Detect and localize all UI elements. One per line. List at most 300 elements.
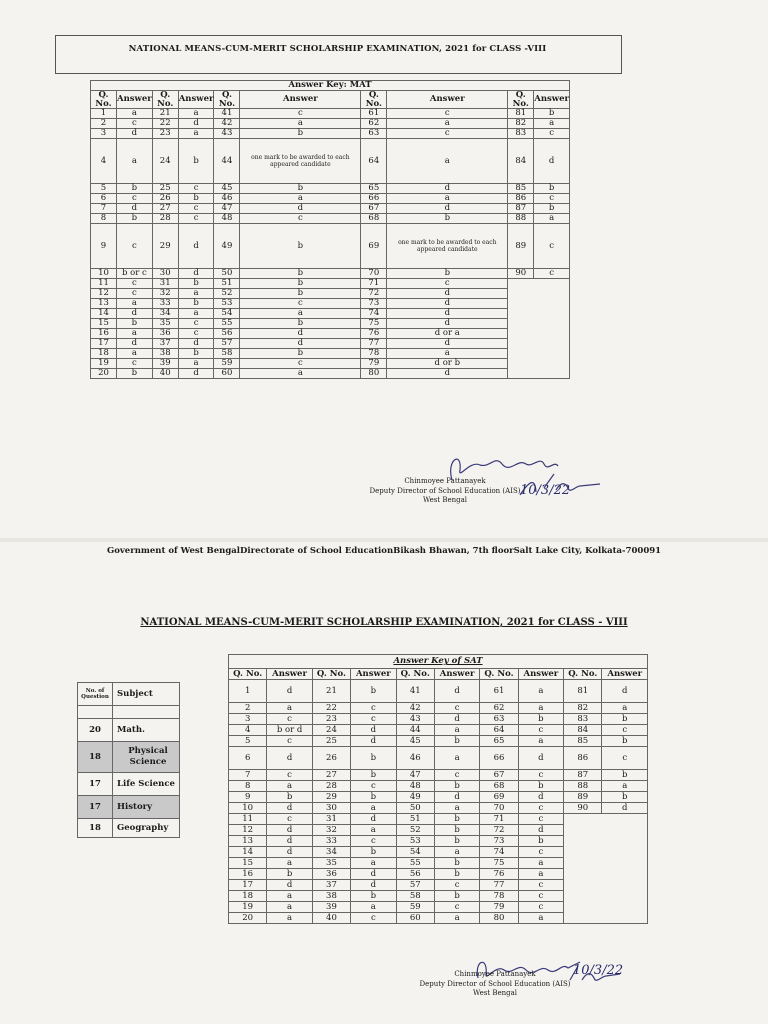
- question-number: 79: [361, 359, 387, 369]
- question-number: 9: [91, 224, 117, 269]
- question-number: 51: [214, 279, 240, 289]
- answer-cell: b: [240, 319, 361, 329]
- question-number: 42: [214, 119, 240, 129]
- column-header: Answer: [267, 669, 312, 680]
- answer-cell: c: [534, 129, 570, 139]
- question-number: 65: [480, 736, 518, 747]
- answer-cell: c: [116, 194, 152, 204]
- answer-cell: b: [351, 680, 396, 703]
- question-number: 47: [214, 204, 240, 214]
- question-number: 77: [480, 880, 518, 891]
- empty-cell: [508, 279, 570, 379]
- answer-cell: b: [178, 279, 214, 289]
- question-number: 13: [229, 836, 267, 847]
- question-number: 41: [214, 109, 240, 119]
- question-number: 15: [91, 319, 117, 329]
- question-number: 87: [508, 204, 534, 214]
- answer-cell: b: [240, 184, 361, 194]
- question-number: 35: [312, 858, 350, 869]
- answer-cell: a: [518, 869, 563, 880]
- question-number: 90: [564, 803, 602, 814]
- question-number: 39: [312, 902, 350, 913]
- question-number: 89: [564, 792, 602, 803]
- table-row: [229, 703, 648, 714]
- question-number: 14: [91, 309, 117, 319]
- answer-cell: a: [240, 194, 361, 204]
- question-number: 60: [214, 369, 240, 379]
- answer-cell: b: [351, 747, 396, 770]
- answer-cell: d: [434, 714, 479, 725]
- question-number: 18: [229, 891, 267, 902]
- answer-cell: a: [267, 858, 312, 869]
- question-number: 37: [312, 880, 350, 891]
- answer-cell: c: [267, 736, 312, 747]
- answer-cell: d: [351, 869, 396, 880]
- answer-cell: a: [240, 369, 361, 379]
- answer-cell: b: [116, 319, 152, 329]
- table-row: [91, 359, 570, 369]
- answer-cell: c: [116, 359, 152, 369]
- answer-cell: c: [518, 847, 563, 858]
- question-number: 74: [361, 309, 387, 319]
- answer-cell: d: [434, 680, 479, 703]
- signatory-designation: Deputy Director of School Education (AIS): [419, 979, 571, 988]
- column-header: Answer: [534, 91, 570, 109]
- question-number: 66: [480, 747, 518, 770]
- question-number: 1: [229, 680, 267, 703]
- table-row: [229, 803, 648, 814]
- answer-cell: b: [240, 224, 361, 269]
- question-number: 38: [152, 349, 178, 359]
- answer-cell: b: [534, 109, 570, 119]
- subject-row: [78, 773, 180, 796]
- answer-cell: a: [178, 359, 214, 369]
- answer-cell: b: [267, 869, 312, 880]
- answer-cell: c: [116, 224, 152, 269]
- column-header: Q. No.: [312, 669, 350, 680]
- question-number: 58: [396, 891, 434, 902]
- question-number: 84: [564, 725, 602, 736]
- answer-cell: a: [534, 119, 570, 129]
- question-count: 18: [78, 742, 113, 773]
- question-number: 60: [396, 913, 434, 924]
- answer-cell: c: [518, 770, 563, 781]
- signatory-designation: Deputy Director of School Education (AIS): [369, 486, 521, 495]
- answer-cell: c: [240, 214, 361, 224]
- signature-date-1: 10/3/22: [520, 483, 571, 498]
- answer-cell: c: [518, 814, 563, 825]
- table-row: [91, 339, 570, 349]
- question-number: 89: [508, 224, 534, 269]
- answer-cell: c: [351, 714, 396, 725]
- answer-cell: a: [387, 119, 508, 129]
- page-divider: [0, 538, 768, 542]
- question-number: 78: [480, 891, 518, 902]
- address-footer: Government of West BengalDirectorate of School EducationBikash Bhawan, 7th floorSalt Lake City, Kolkata-700091: [106, 546, 662, 556]
- question-number: 24: [152, 139, 178, 184]
- subject-name: Geography: [113, 819, 180, 838]
- answer-cell: b: [534, 184, 570, 194]
- question-number: 40: [152, 369, 178, 379]
- question-number: 77: [361, 339, 387, 349]
- question-number: 22: [312, 703, 350, 714]
- answer-cell: d: [240, 339, 361, 349]
- answer-cell: a: [434, 725, 479, 736]
- answer-cell: b or d: [267, 725, 312, 736]
- answer-cell: a: [602, 703, 648, 714]
- column-header: Answer: [518, 669, 563, 680]
- answer-cell: c: [178, 184, 214, 194]
- column-header: Answer: [602, 669, 648, 680]
- question-number: 63: [480, 714, 518, 725]
- question-number: 68: [480, 781, 518, 792]
- answer-cell: d: [351, 736, 396, 747]
- answer-cell: a: [116, 139, 152, 184]
- subject-row: [78, 742, 180, 773]
- question-number: 50: [396, 803, 434, 814]
- question-number: 39: [152, 359, 178, 369]
- column-header: Q. No.: [361, 91, 387, 109]
- answer-cell: c: [387, 279, 508, 289]
- answer-cell: c: [534, 269, 570, 279]
- question-count: 20: [78, 719, 113, 742]
- question-number: 63: [361, 129, 387, 139]
- question-number: 29: [152, 224, 178, 269]
- answer-cell: a: [387, 194, 508, 204]
- table-row: [91, 139, 570, 184]
- answer-cell: a: [518, 680, 563, 703]
- column-header: Q. No.: [480, 669, 518, 680]
- column-header: Answer: [116, 91, 152, 109]
- answer-cell: d: [178, 369, 214, 379]
- subject-row: [78, 796, 180, 819]
- answer-cell: d: [351, 725, 396, 736]
- table-row: [91, 269, 570, 279]
- column-header: Q. No.: [508, 91, 534, 109]
- answer-cell: d: [351, 814, 396, 825]
- question-number: 33: [152, 299, 178, 309]
- question-number: 2: [91, 119, 117, 129]
- answer-cell: d: [534, 139, 570, 184]
- answer-cell: d: [387, 289, 508, 299]
- answer-cell: c: [178, 204, 214, 214]
- question-number: 45: [214, 184, 240, 194]
- question-number: 49: [396, 792, 434, 803]
- question-number: 55: [214, 319, 240, 329]
- answer-cell: c: [267, 814, 312, 825]
- answer-cell: c: [434, 770, 479, 781]
- table-caption-row: [229, 655, 648, 669]
- question-number: 61: [361, 109, 387, 119]
- question-number: 57: [396, 880, 434, 891]
- answer-cell: b: [116, 184, 152, 194]
- answer-cell: b: [434, 781, 479, 792]
- question-number: 31: [152, 279, 178, 289]
- answer-cell: a: [240, 119, 361, 129]
- answer-cell: c: [518, 880, 563, 891]
- column-header: Q. No.: [152, 91, 178, 109]
- answer-cell: c: [267, 770, 312, 781]
- answer-cell: b: [434, 736, 479, 747]
- page-title-mat: NATIONAL MEANS-CUM-MERIT SCHOLARSHIP EXAMINATION, 2021 for CLASS -VIII: [128, 44, 547, 54]
- answer-cell: d: [351, 880, 396, 891]
- header-row: [229, 669, 648, 680]
- question-count: 18: [78, 819, 113, 838]
- answer-cell: c: [178, 214, 214, 224]
- question-number: 53: [214, 299, 240, 309]
- answer-cell: b: [116, 369, 152, 379]
- question-number: 80: [480, 913, 518, 924]
- table-row: [229, 747, 648, 770]
- question-number: 22: [152, 119, 178, 129]
- question-number: 46: [396, 747, 434, 770]
- column-header: Subject: [113, 683, 180, 706]
- answer-cell: b: [116, 214, 152, 224]
- question-number: 43: [214, 129, 240, 139]
- answer-cell: c: [116, 279, 152, 289]
- answer-cell: c: [387, 109, 508, 119]
- question-number: 76: [361, 329, 387, 339]
- question-number: 12: [91, 289, 117, 299]
- question-number: 67: [480, 770, 518, 781]
- answer-cell: d: [387, 204, 508, 214]
- question-number: 71: [361, 279, 387, 289]
- answer-cell: b: [518, 836, 563, 847]
- question-number: 34: [152, 309, 178, 319]
- question-number: 27: [152, 204, 178, 214]
- signature-date-2: 10/3/22: [573, 963, 624, 978]
- question-number: 86: [564, 747, 602, 770]
- column-header: Q. No.: [214, 91, 240, 109]
- answer-cell: c: [240, 359, 361, 369]
- answer-cell: d: [116, 309, 152, 319]
- table-row: [91, 109, 570, 119]
- question-number: 3: [229, 714, 267, 725]
- answer-cell: d: [240, 204, 361, 214]
- column-header: No. of Question: [78, 683, 113, 706]
- answer-cell: b: [351, 770, 396, 781]
- column-header: Answer: [387, 91, 508, 109]
- question-number: 88: [564, 781, 602, 792]
- table-row: [91, 119, 570, 129]
- question-number: 44: [396, 725, 434, 736]
- question-number: 5: [229, 736, 267, 747]
- question-number: 43: [396, 714, 434, 725]
- answer-cell: d: [178, 119, 214, 129]
- answer-cell: d: [267, 836, 312, 847]
- question-number: 52: [396, 825, 434, 836]
- question-number: 15: [229, 858, 267, 869]
- answer-cell: d: [116, 204, 152, 214]
- signatory-place: West Bengal: [422, 496, 468, 504]
- question-number: 7: [91, 204, 117, 214]
- answer-cell: a: [116, 329, 152, 339]
- question-number: 59: [214, 359, 240, 369]
- question-number: 59: [396, 902, 434, 913]
- question-number: 5: [91, 184, 117, 194]
- answer-cell: c: [534, 224, 570, 269]
- table-caption: Answer Key of SAT: [229, 655, 648, 669]
- table-row: [229, 736, 648, 747]
- question-number: 24: [312, 725, 350, 736]
- question-number: 50: [214, 269, 240, 279]
- answer-cell: a: [267, 902, 312, 913]
- answer-cell: b: [351, 847, 396, 858]
- answer-cell: a: [178, 109, 214, 119]
- answer-cell: b: [178, 194, 214, 204]
- question-number: 48: [396, 781, 434, 792]
- question-number: 13: [91, 299, 117, 309]
- question-number: 64: [480, 725, 518, 736]
- question-number: 83: [508, 129, 534, 139]
- answer-cell: b: [178, 349, 214, 359]
- answer-cell: c: [240, 109, 361, 119]
- answer-cell: a: [267, 913, 312, 924]
- question-number: 4: [91, 139, 117, 184]
- answer-cell: b: [602, 770, 648, 781]
- question-number: 71: [480, 814, 518, 825]
- answer-cell: a: [267, 891, 312, 902]
- answer-cell: b: [602, 792, 648, 803]
- answer-cell: a: [267, 781, 312, 792]
- question-number: 40: [312, 913, 350, 924]
- question-number: 73: [480, 836, 518, 847]
- column-header: Q. No.: [396, 669, 434, 680]
- question-number: 42: [396, 703, 434, 714]
- question-number: 11: [91, 279, 117, 289]
- answer-cell: b: [534, 204, 570, 214]
- question-number: 23: [152, 129, 178, 139]
- answer-cell: b: [178, 299, 214, 309]
- question-number: 12: [229, 825, 267, 836]
- subject-header-row: [78, 683, 180, 706]
- question-number: 85: [564, 736, 602, 747]
- answer-cell: d: [602, 803, 648, 814]
- question-number: 2: [229, 703, 267, 714]
- answer-cell: c: [518, 725, 563, 736]
- question-number: 85: [508, 184, 534, 194]
- answer-cell: b: [434, 825, 479, 836]
- answer-cell: d: [240, 329, 361, 339]
- answer-cell: a: [434, 803, 479, 814]
- question-number: 31: [312, 814, 350, 825]
- subject-row: [78, 706, 180, 719]
- column-header: Answer: [178, 91, 214, 109]
- question-number: 21: [312, 680, 350, 703]
- answer-cell: c: [387, 129, 508, 139]
- question-number: 6: [229, 747, 267, 770]
- answer-cell: c: [534, 194, 570, 204]
- answer-cell: c: [602, 747, 648, 770]
- question-number: 87: [564, 770, 602, 781]
- answer-cell: d: [267, 747, 312, 770]
- question-number: 32: [152, 289, 178, 299]
- empty-cell: [564, 814, 648, 924]
- question-number: 54: [396, 847, 434, 858]
- question-number: 18: [91, 349, 117, 359]
- table-row: [91, 369, 570, 379]
- header-row: [91, 91, 570, 109]
- answer-cell: d: [267, 847, 312, 858]
- subject-name: Math.: [113, 719, 180, 742]
- question-count: [78, 706, 113, 719]
- question-number: 34: [312, 847, 350, 858]
- table-row: [91, 194, 570, 204]
- question-number: 76: [480, 869, 518, 880]
- question-number: 11: [229, 814, 267, 825]
- answer-cell: d: [518, 747, 563, 770]
- answer-cell: a: [351, 902, 396, 913]
- question-number: 62: [480, 703, 518, 714]
- answer-cell: a: [518, 736, 563, 747]
- question-number: 9: [229, 792, 267, 803]
- question-count: 17: [78, 773, 113, 796]
- answer-cell: c: [267, 714, 312, 725]
- answer-cell: b: [351, 792, 396, 803]
- table-caption-row: [91, 81, 570, 91]
- question-number: 66: [361, 194, 387, 204]
- answer-cell: d: [178, 224, 214, 269]
- table-row: [229, 725, 648, 736]
- column-header: Q. No.: [229, 669, 267, 680]
- answer-cell: one mark to be awarded to each appeared candidate: [240, 139, 361, 184]
- question-number: 61: [480, 680, 518, 703]
- table-row: [91, 299, 570, 309]
- question-number: 62: [361, 119, 387, 129]
- question-number: 69: [361, 224, 387, 269]
- answer-cell: b: [267, 792, 312, 803]
- question-number: 10: [91, 269, 117, 279]
- subject-name: Physical Science: [113, 742, 180, 773]
- answer-cell: d: [116, 339, 152, 349]
- answer-cell: b: [518, 781, 563, 792]
- answer-cell: d: [267, 680, 312, 703]
- question-number: 75: [361, 319, 387, 329]
- question-number: 8: [91, 214, 117, 224]
- question-number: 69: [480, 792, 518, 803]
- question-number: 78: [361, 349, 387, 359]
- answer-cell: c: [518, 902, 563, 913]
- table-row: [91, 129, 570, 139]
- answer-cell: a: [434, 847, 479, 858]
- answer-cell: c: [351, 781, 396, 792]
- question-number: 68: [361, 214, 387, 224]
- question-number: 14: [229, 847, 267, 858]
- subject-name: History: [113, 796, 180, 819]
- answer-cell: a: [434, 747, 479, 770]
- signature-block-1: [355, 477, 535, 506]
- answer-cell: a: [116, 109, 152, 119]
- question-number: 16: [91, 329, 117, 339]
- question-number: 19: [91, 359, 117, 369]
- answer-cell: a: [351, 825, 396, 836]
- signature-block-2: [395, 970, 595, 999]
- answer-cell: a: [518, 913, 563, 924]
- sat-answer-table: [228, 654, 648, 924]
- answer-cell: one mark to be awarded to each appeared candidate: [387, 224, 508, 269]
- signatory-name: Chinmoyee Pattanayek: [404, 477, 486, 485]
- answer-cell: c: [178, 329, 214, 339]
- answer-cell: b: [434, 891, 479, 902]
- question-number: 55: [396, 858, 434, 869]
- answer-cell: d: [387, 184, 508, 194]
- question-number: 38: [312, 891, 350, 902]
- question-number: 80: [361, 369, 387, 379]
- question-number: 86: [508, 194, 534, 204]
- table-row: [91, 214, 570, 224]
- question-number: 48: [214, 214, 240, 224]
- answer-cell: b or c: [116, 269, 152, 279]
